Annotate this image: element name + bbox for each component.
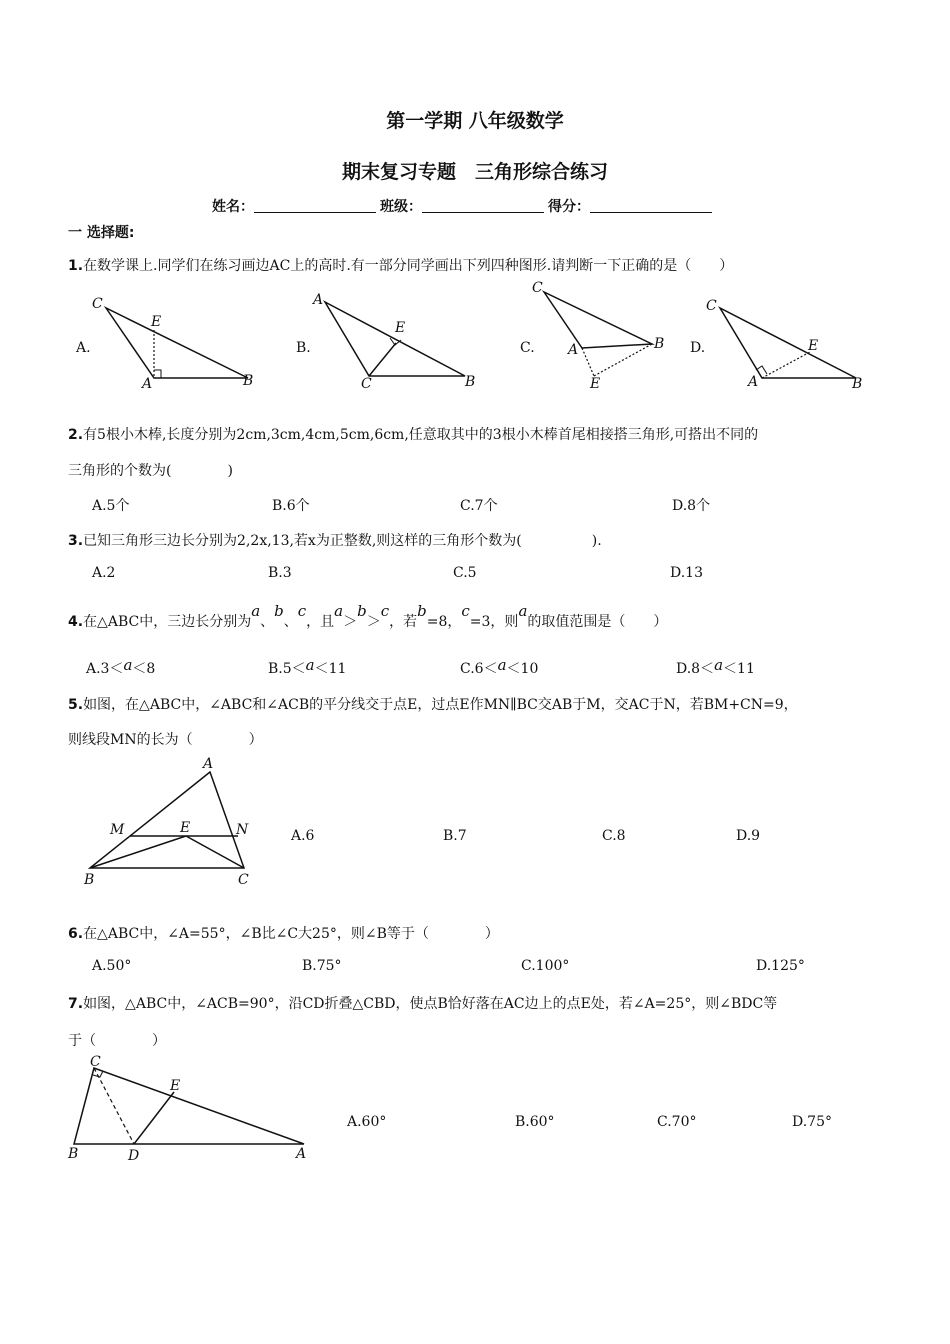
question-text: 有5根小木棒,长度分别为2cm,3cm,4cm,5cm,6cm,任意取其中的3根小木棒首尾相接搭三角形,可搭出不同的 <box>83 427 759 443</box>
q1-figure-b <box>305 288 485 393</box>
point-label: N <box>236 822 249 838</box>
question-2-line2: 三角形的个数为( ) <box>68 463 233 479</box>
question-text: 、 <box>260 614 275 630</box>
variable-a: a <box>518 602 528 620</box>
altitude-line <box>594 344 652 376</box>
point-label: A <box>748 374 759 390</box>
point-label: E <box>180 820 191 836</box>
variable-c: c <box>297 602 307 620</box>
triangle <box>720 308 856 378</box>
option-text: A.3＜ <box>86 661 124 677</box>
q1-figure-d <box>700 290 875 395</box>
q1-figure-c <box>528 280 678 395</box>
option-text: ＜8 <box>132 661 156 677</box>
altitude-line <box>762 352 810 378</box>
triangle <box>325 302 465 376</box>
variable-b: b <box>274 602 284 620</box>
q7-option-b[interactable]: B.60° <box>515 1114 555 1130</box>
question-3 <box>68 530 602 550</box>
q1-option-c-label: C. <box>520 340 535 356</box>
student-info-row <box>212 196 716 216</box>
bisector-b <box>90 836 186 868</box>
point-label: C <box>238 872 249 888</box>
q4-option-d[interactable] <box>676 658 755 678</box>
point-label: E <box>170 1078 181 1094</box>
variable-a: a <box>497 656 507 674</box>
question-text: =8， <box>426 614 462 630</box>
triangle <box>74 1068 304 1144</box>
question-number: 6. <box>68 926 84 942</box>
option-text: D.8＜ <box>676 661 715 677</box>
q7-option-c[interactable]: C.70° <box>657 1114 697 1130</box>
class-field[interactable] <box>422 198 544 213</box>
variable-b: b <box>357 602 367 620</box>
question-4 <box>68 602 668 631</box>
class-label: 班级： <box>380 199 422 215</box>
score-label: 得分： <box>548 199 590 215</box>
option-text: ＜10 <box>506 661 539 677</box>
question-number: 7. <box>68 996 84 1012</box>
score-field[interactable] <box>590 198 712 213</box>
question-text: 在△ABC中，∠A=55°，∠B比∠C大25°，则∠B等于（ ） <box>83 926 499 942</box>
q1-figure-a <box>88 290 268 390</box>
question-text: 在数学课上.同学们在练习画边AC上的高时.有一部分同学画出下列四种图形.请判断一下正确的是（ ） <box>83 258 734 274</box>
question-text: 在△ABC中，三边长分别为 <box>83 614 252 630</box>
variable-a: a <box>123 656 133 674</box>
question-text: ＞ <box>343 614 358 630</box>
q5-option-c[interactable]: C.8 <box>602 828 626 844</box>
name-field[interactable] <box>254 198 376 213</box>
triangle <box>90 772 244 868</box>
q6-option-c[interactable]: C.100° <box>521 958 570 974</box>
q1-option-a-label: A. <box>76 340 91 356</box>
question-text: ，若 <box>389 614 418 630</box>
q3-option-a[interactable]: A.2 <box>92 565 116 581</box>
point-label: A <box>568 342 579 358</box>
variable-c: c <box>461 602 470 620</box>
altitude-line <box>369 343 396 376</box>
question-7 <box>68 993 777 1013</box>
q4-option-c[interactable] <box>460 658 538 678</box>
q1-option-b-label: B. <box>296 340 311 356</box>
option-text: B.5＜ <box>268 661 306 677</box>
question-number: 3. <box>68 533 84 549</box>
name-label: 姓名： <box>212 199 254 215</box>
question-text: ，且 <box>306 614 335 630</box>
point-label: A <box>313 292 324 308</box>
point-label: E <box>590 376 601 392</box>
q2-option-b[interactable]: B.6个 <box>272 498 310 514</box>
q3-option-b[interactable]: B.3 <box>268 565 292 581</box>
q7-option-d[interactable]: D.75° <box>792 1114 832 1130</box>
point-label: C <box>92 296 103 312</box>
q1-option-d-label: D. <box>690 340 706 356</box>
question-text: 、 <box>283 614 298 630</box>
point-label: E <box>808 338 819 354</box>
bisector-c <box>186 836 244 868</box>
q2-option-c[interactable]: C.7个 <box>460 498 498 514</box>
question-7-line2: 于（ ） <box>68 1033 166 1049</box>
triangle <box>544 292 652 348</box>
variable-b: b <box>417 602 427 620</box>
question-text: 如图，△ABC中，∠ACB=90°，沿CD折叠△CBD，使点B恰好落在AC边上的点E处，若∠A=25°，则∠BDC等 <box>83 996 778 1012</box>
point-label: C <box>532 280 543 296</box>
q3-option-c[interactable]: C.5 <box>453 565 477 581</box>
variable-a: a <box>714 656 724 674</box>
triangle <box>106 308 248 378</box>
question-5-line2: 则线段MN的长为（ ） <box>68 732 263 748</box>
q4-option-b[interactable] <box>268 658 346 678</box>
question-number: 1. <box>68 258 84 274</box>
point-label: E <box>151 314 162 330</box>
option-text: ＜11 <box>723 661 755 677</box>
q3-option-d[interactable]: D.13 <box>670 565 703 581</box>
point-label: C <box>706 298 717 314</box>
point-label: B <box>68 1146 79 1162</box>
q2-option-d[interactable]: D.8个 <box>672 498 711 514</box>
question-number: 4. <box>68 614 84 630</box>
point-label: A <box>203 756 214 772</box>
point-label: E <box>395 320 406 336</box>
q7-figure <box>60 1052 320 1167</box>
question-number: 5. <box>68 697 84 713</box>
q6-option-a[interactable]: A.50° <box>92 958 132 974</box>
question-text: ＞ <box>366 614 381 630</box>
page-subtitle: 期末复习专题 三角形综合练习 <box>341 161 608 183</box>
point-label: B <box>243 373 254 389</box>
q4-option-a[interactable] <box>86 658 155 678</box>
point-label: C <box>90 1054 101 1070</box>
fold-line-cd <box>94 1068 134 1144</box>
question-5 <box>68 694 798 714</box>
q2-option-a[interactable]: A.5个 <box>92 498 130 514</box>
variable-c: c <box>380 602 390 620</box>
q5-option-d[interactable]: D.9 <box>736 828 761 844</box>
point-label: C <box>361 376 372 392</box>
question-text: =3，则 <box>469 614 519 630</box>
variable-a: a <box>251 602 261 620</box>
section-heading: 一 选择题: <box>68 225 135 241</box>
point-label: A <box>142 376 153 390</box>
q6-option-b[interactable]: B.75° <box>302 958 342 974</box>
variable-a: a <box>305 656 315 674</box>
segment-de <box>134 1092 174 1144</box>
point-label: M <box>110 822 125 838</box>
q6-option-d[interactable]: D.125° <box>756 958 805 974</box>
question-2 <box>68 424 758 444</box>
option-text: ＜11 <box>314 661 347 677</box>
question-1 <box>68 255 733 275</box>
point-label: A <box>296 1146 307 1162</box>
q7-option-a[interactable]: A.60° <box>347 1114 387 1130</box>
question-text: 已知三角形三边长分别为2,2x,13,若x为正整数,则这样的三角形个数为( ). <box>83 533 602 549</box>
page-title: 第一学期 八年级数学 <box>386 110 564 132</box>
point-label: B <box>84 872 95 888</box>
point-label: B <box>465 374 476 390</box>
q5-figure <box>76 752 266 892</box>
right-angle-mark <box>154 370 161 378</box>
option-text: C.6＜ <box>460 661 498 677</box>
right-angle-mark <box>93 1071 103 1077</box>
variable-a: a <box>334 602 344 620</box>
extension-line <box>582 348 594 376</box>
point-label: B <box>852 376 863 392</box>
question-6 <box>68 923 499 943</box>
point-label: B <box>654 336 665 352</box>
question-text: 如图，在△ABC中，∠ABC和∠ACB的平分线交于点E，过点E作MN∥BC交AB于M，交AC于N，若BM+CN=9， <box>83 697 798 713</box>
question-text: 的取值范围是（ ） <box>527 614 668 630</box>
point-label: D <box>128 1148 140 1164</box>
q5-option-b[interactable]: B.7 <box>443 828 467 844</box>
question-number: 2. <box>68 427 84 443</box>
q5-option-a[interactable]: A.6 <box>291 828 315 844</box>
